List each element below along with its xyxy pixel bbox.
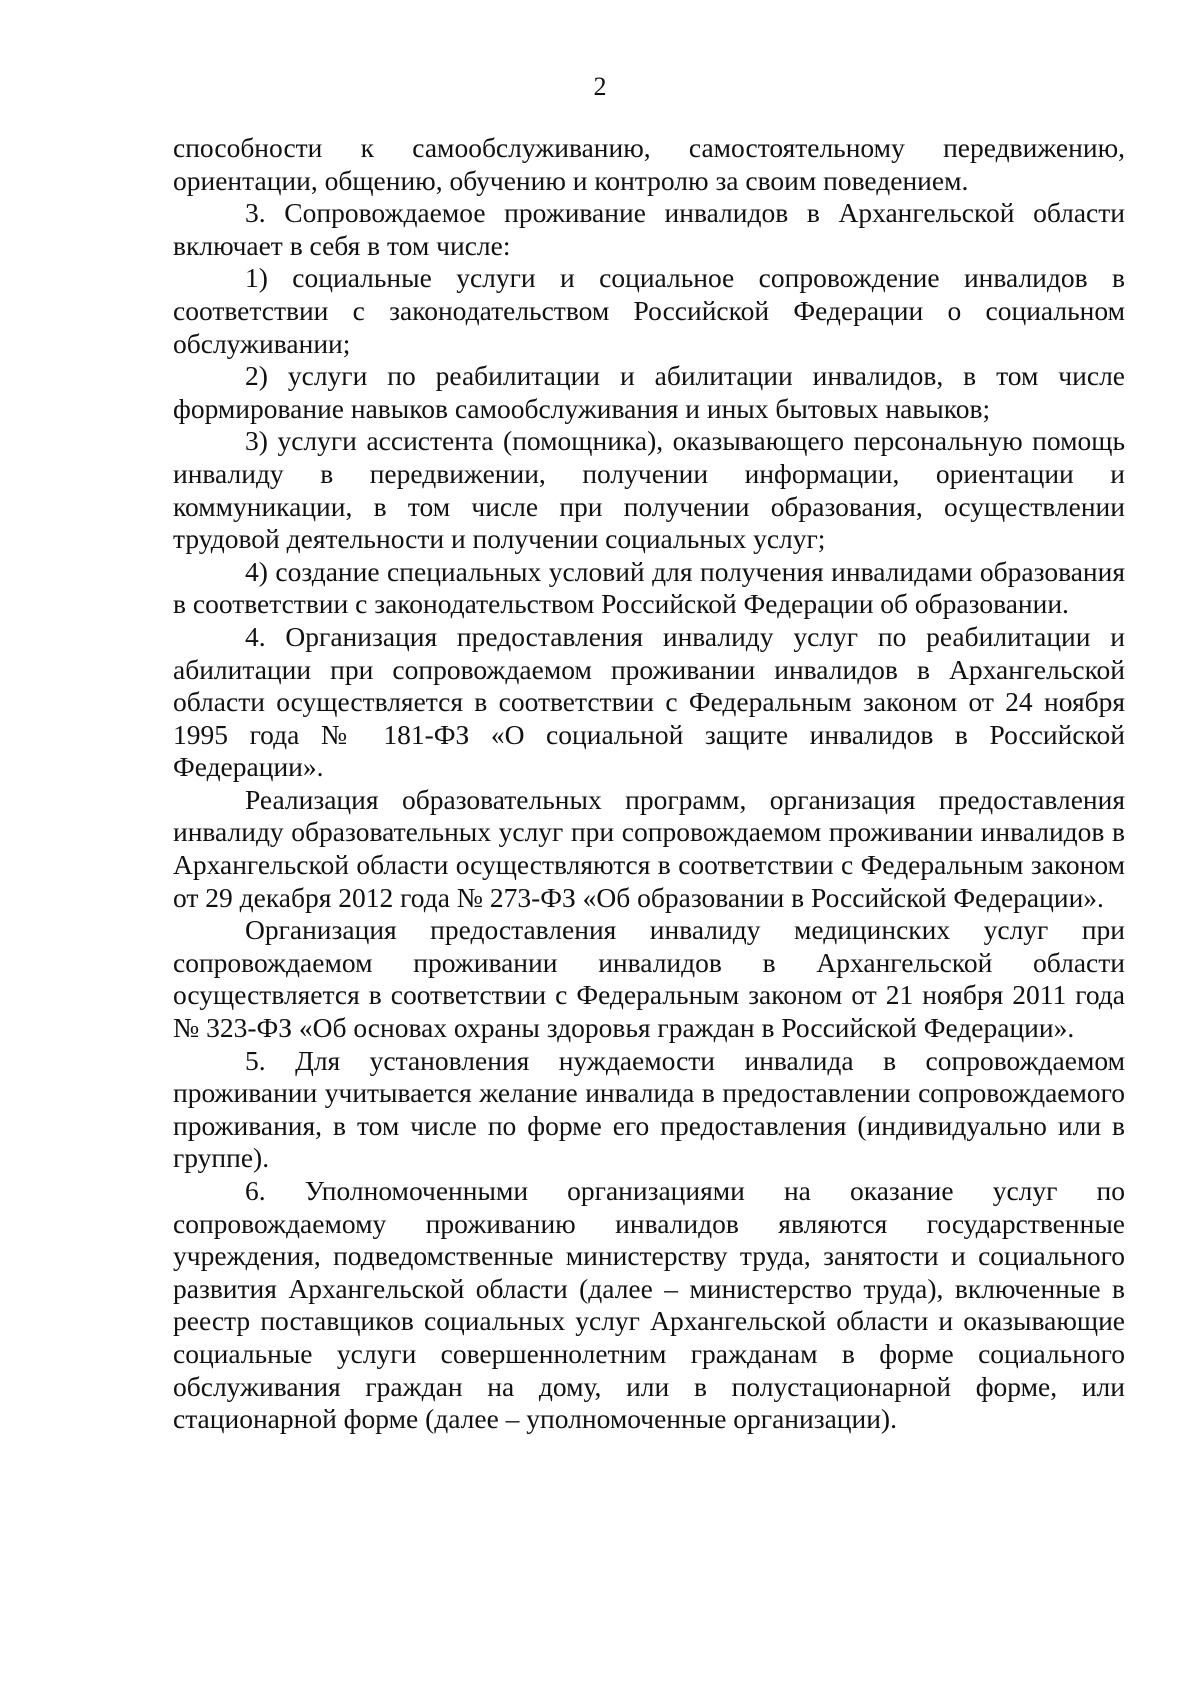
paragraph-item-6: 6. Уполномоченными организациями на оказание услуг по сопровождаемому проживанию инвалидов являются государственные учреждения, подведомственные министерству труда, занятости и социального развития Архангельской области (далее – министерство труда), включенные в реестр поставщиков социальных услуг Архангельской области и оказывающие социальные услуги совершеннолетним гражданам в форме социального обслуживания граждан на дому, или в полустационарной форме, или стационарной форме (далее – уполномоченные организации). bbox=[173, 1175, 1125, 1435]
paragraph-medical: Организация предоставления инвалиду медицинских услуг при сопровождаемом проживании инвалидов в Архангельской области осуществляется в соответствии с Федеральным законом от 21 ноября 2011 года № 323-ФЗ «Об основах охраны здоровья граждан в Российской Федерации». bbox=[173, 914, 1125, 1044]
paragraph-item-4: 4. Организация предоставления инвалиду услуг по реабилитации и абилитации при сопровождаемом проживании инвалидов в Архангельской области осуществляется в соответствии с Федеральным законом от 24 ноября 1995 года № 181-ФЗ «О социальной защите инвалидов в Российской Федерации». bbox=[173, 620, 1125, 783]
paragraph-subitem-2: 2) услуги по реабилитации и абилитации инвалидов, в том числе формирование навыков самообслуживания и иных бытовых навыков; bbox=[173, 360, 1125, 424]
paragraph-item-3: 3. Сопровождаемое проживание инвалидов в Архангельской области включает в себя в том числе: bbox=[173, 197, 1125, 261]
paragraph-item-5: 5. Для установления нуждаемости инвалида в сопровождаемом проживании учитывается желание инвалида в предоставлении сопровождаемого проживания, в том числе по форме его предоставления (индивидуально или в группе). bbox=[173, 1044, 1125, 1174]
page-number: 2 bbox=[593, 72, 607, 101]
document-body bbox=[173, 132, 1125, 1436]
paragraph-subitem-4: 4) создание специальных условий для получения инвалидами образования в соответствии с законодательством Российской Федерации об образовании. bbox=[173, 555, 1125, 620]
paragraph-continuation: способности к самообслуживанию, самостоятельному передвижению, ориентации, общению, обучению и контролю за своим поведением. bbox=[173, 132, 1125, 196]
paragraph-subitem-3: 3) услуги ассистента (помощника), оказывающего персональную помощь инвалиду в передвижении, получении информации, ориентации и коммуникации, в том числе при получении образования, осуществлении трудовой деятельности и получении социальных услуг; bbox=[173, 425, 1125, 555]
paragraph-education: Реализация образовательных программ, организация предоставления инвалиду образовательных услуг при сопровождаемом проживании инвалидов в Архангельской области осуществляются в соответствии с Федеральным законом от 29 декабря 2012 года № 273-ФЗ «Об образовании в Российской Федерации». bbox=[173, 783, 1125, 913]
paragraph-subitem-1: 1) социальные услуги и социальное сопровождение инвалидов в соответствии с законодательством Российской Федерации о социальном обслуживании; bbox=[173, 262, 1125, 359]
